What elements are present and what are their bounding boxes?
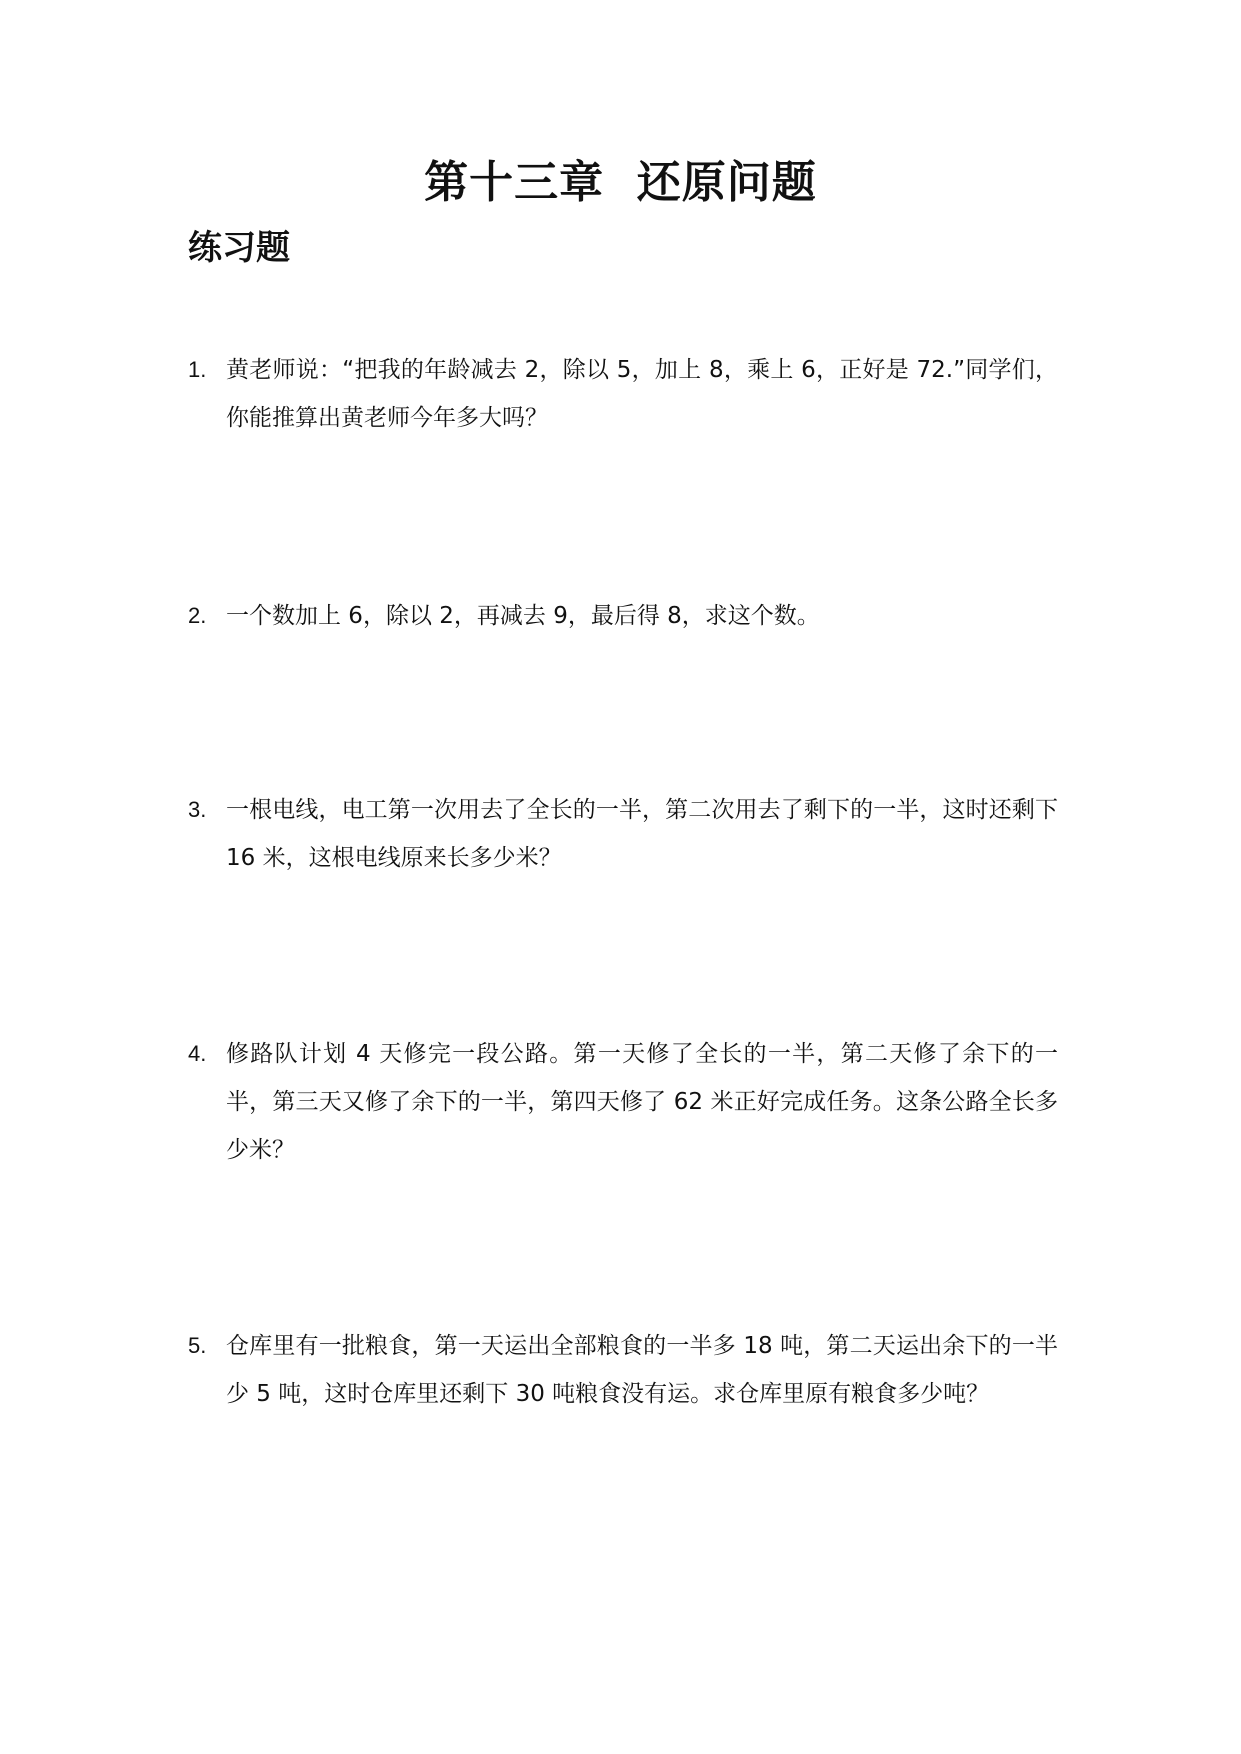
chapter-title: 第十三章 还原问题 — [424, 157, 817, 208]
question-text: 修路队计划 4 天修完一段公路。第一天修了全长的一半，第二天修了余下的一半，第三天又修了余下的一半，第四天修了 62 米正好完成任务。这条公路全长多少米？ — [226, 1041, 1058, 1163]
question-number: 4. — [188, 1041, 207, 1066]
section-title: 练习题 — [188, 228, 290, 268]
question-item — [188, 786, 1058, 882]
question-text: 一个数加上 6，除以 2，再减去 9，最后得 8，求这个数。 — [226, 603, 820, 629]
question-number: 5. — [188, 1333, 207, 1358]
question-item — [188, 346, 1058, 442]
question-number: 3. — [188, 797, 207, 822]
question-number: 2. — [188, 603, 207, 628]
question-item — [188, 592, 1058, 640]
question-item — [188, 1322, 1058, 1418]
question-text: 黄老师说：“把我的年龄减去 2，除以 5，加上 8，乘上 6，正好是 72.”同学们，你能推算出黄老师今年多大吗？ — [226, 357, 1058, 431]
question-item — [188, 1030, 1058, 1174]
question-text: 仓库里有一批粮食，第一天运出全部粮食的一半多 18 吨，第二天运出余下的一半少 5 吨，这时仓库里还剩下 30 吨粮食没有运。求仓库里原有粮食多少吨？ — [226, 1333, 1058, 1407]
question-number: 1. — [188, 357, 207, 382]
question-text: 一根电线，电工第一次用去了全长的一半，第二次用去了剩下的一半，这时还剩下 16 米，这根电线原来长多少米？ — [226, 797, 1058, 871]
